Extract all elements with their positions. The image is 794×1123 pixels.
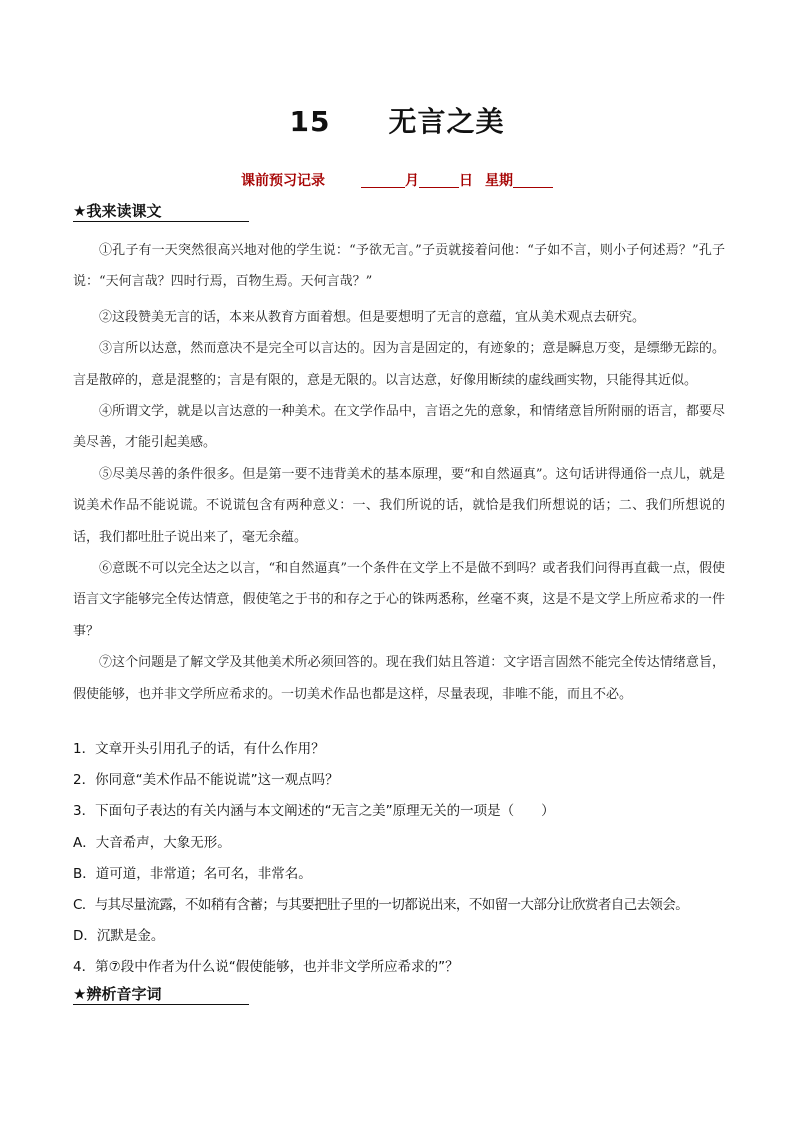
question-item: 4．第⑦段中作者为什么说“假使能够，也并非文学所应希求的”？ — [73, 959, 459, 976]
month-blank[interactable] — [361, 171, 405, 188]
weekday-blank[interactable] — [513, 171, 553, 188]
question-item: 2．你同意“美术作品不能说谎”这一观点吗？ — [73, 772, 339, 789]
passage-paragraph: ②这段赞美无言的话，本来从教育方面着想。但是要想明了无言的意蕴，宜从美术观点去研究。 — [99, 309, 646, 325]
day-label: 日 — [459, 173, 473, 189]
passage-paragraph: ⑥意既不可以完全达之以言，“和自然逼真”一个条件在文学上不是做不到吗？或者我们问得再直截一点，假使语言文字能够完全传达情意，假使笔之于书的和存之于心的铢两悉称，丝毫不爽，这是不是文学上所应希求的一件事？ — [73, 561, 725, 639]
day-blank[interactable] — [419, 171, 459, 188]
question-list — [73, 734, 733, 984]
record-label: 课前预习记录 — [241, 173, 325, 189]
option-item: D．沉默是金。 — [73, 928, 165, 945]
passage-paragraph: ③言所以达意，然而意决不是完全可以言达的。因为言是固定的，有迹象的；意是瞬息万变，是缥缈无踪的。言是散碎的，意是混整的；言是有限的，意是无限的。以言达意，好像用断续的虚线画实物，只能得其近似。 — [73, 341, 725, 388]
section-analysis-heading: ★辨析音字词 — [73, 984, 249, 1005]
section-reading-heading: ★我来读课文 — [73, 201, 249, 222]
reading-passage — [73, 235, 725, 710]
lesson-title — [0, 102, 794, 142]
lesson-name: 无言之美 — [388, 105, 505, 138]
passage-paragraph: ①孔子有一天突然很高兴地对他的学生说：“予欲无言。”子贡就接着问他：“子如不言，则小子何述焉？”孔子说：“天何言哉？四时行焉，百物生焉。天何言哉？” — [73, 243, 725, 290]
passage-paragraph: ⑦这个问题是了解文学及其他美术所必须回答的。现在我们姑且答道：文字语言固然不能完全传达情绪意旨，假使能够，也并非文学所应希求的。一切美术作品也都是这样，尽量表现，非唯不能，而且不必。 — [73, 655, 725, 702]
weekday-label: 星期 — [485, 173, 513, 189]
month-label: 月 — [405, 173, 419, 189]
lesson-number: 15 — [289, 105, 331, 138]
option-item: C．与其尽量流露，不如稍有含蓄；与其要把肚子里的一切都说出来，不如留一大部分让欣赏者自己去领会。 — [73, 897, 689, 914]
passage-paragraph: ④所谓文学，就是以言达意的一种美术。在文学作品中，言语之先的意象，和情绪意旨所附丽的语言，都要尽美尽善，才能引起美感。 — [73, 404, 725, 451]
option-item: B．道可道，非常道；名可名，非常名。 — [73, 865, 312, 882]
preview-record-line — [0, 170, 794, 192]
passage-paragraph: ⑤尽美尽善的条件很多。但是第一要不违背美术的基本原理，要“和自然逼真”。这句话讲得通俗一点儿，就是说美术作品不能说谎。不说谎包含有两种意义：一、我们所说的话，就恰是我们所想说的话；二、我们所想说的话，我们都吐肚子说出来了，毫无余蕴。 — [73, 466, 725, 545]
question-item: 1．文章开头引用孔子的话，有什么作用？ — [73, 741, 325, 757]
option-item: A．大音希声，大象无形。 — [73, 834, 231, 851]
question-item: 3．下面句子表达的有关内涵与本文阐述的“无言之美”原理无关的一项是（ ） — [73, 803, 555, 820]
